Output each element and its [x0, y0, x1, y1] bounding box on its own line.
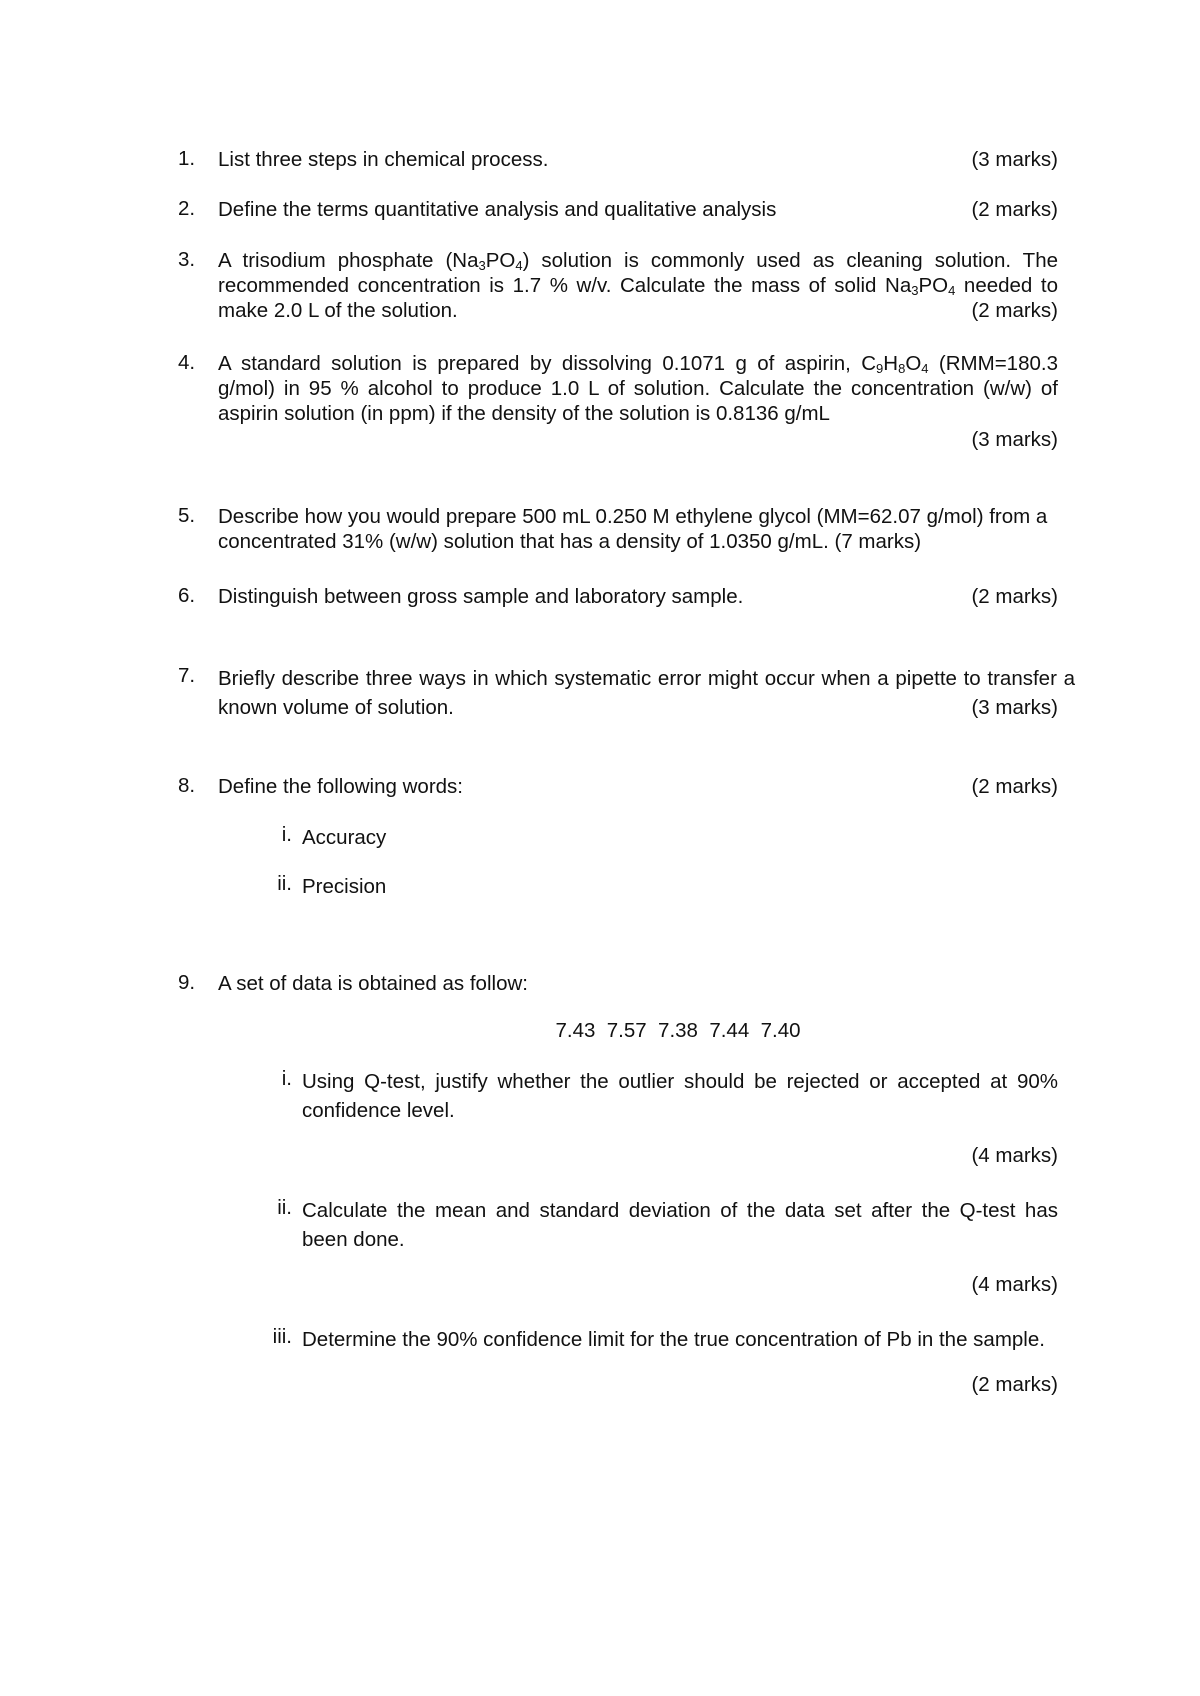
question-number: 4. [178, 351, 196, 374]
subitem-number: ii. [277, 872, 292, 895]
subitem-8-i [228, 823, 1058, 852]
question-text: A trisodium phosphate $(Na_3PO_4)$ solution is commonly used as cleaning solution. The recommended concentration is 1.7 % w/v. Calculate the mass of solid $Na_3PO_4$ needed to make 2.0 L of the solution. (2 marks) [218, 249, 1059, 322]
question-1 [178, 147, 1058, 172]
question-text: List three steps in chemical process. [218, 148, 549, 171]
question-2 [178, 197, 1058, 222]
question-text: Define the following words: [218, 775, 463, 798]
subitem-number: i. [281, 1067, 292, 1090]
question-number: 2. [178, 197, 196, 220]
marks-label: (2 marks) [971, 299, 1058, 322]
marks-label: (2 marks) [971, 198, 1058, 221]
marks-label: (4 marks) [971, 1273, 1058, 1296]
question-7 [178, 664, 1075, 722]
marks-label: (3 marks) [971, 428, 1058, 451]
question-9 [178, 971, 1058, 996]
marks-label: (3 marks) [971, 696, 1058, 719]
subitem-number: iii. [272, 1325, 292, 1348]
question-number: 1. [178, 147, 196, 170]
subitem-text: Using Q-test, justify whether the outlier should be rejected or accepted at 90% confidence level. [302, 1070, 1058, 1122]
subitem-9-i [228, 1067, 1058, 1168]
subitem-number: i. [281, 823, 292, 846]
subitem-8-ii [228, 872, 1058, 901]
subitem-9-ii [228, 1196, 1058, 1297]
question-number: 9. [178, 971, 196, 994]
subitem-text: Calculate the mean and standard deviation of the data set after the Q-test has been done. [302, 1199, 1058, 1251]
question-6 [178, 584, 1058, 609]
question-text: Briefly describe three ways in which systematic error might occur when a pipette to transfer a known volume of solution. (3 marks) [218, 664, 1075, 722]
question-number: 5. [178, 504, 196, 527]
marks-label: (7 marks) [834, 530, 922, 553]
question-4 [178, 351, 1058, 452]
marks-label: (2 marks) [971, 775, 1058, 798]
marks-label: (2 marks) [971, 585, 1058, 608]
question-number: 6. [178, 584, 196, 607]
question-text: A set of data is obtained as follow: [218, 972, 528, 995]
question-5 [178, 504, 1075, 554]
subitem-number: ii. [277, 1196, 292, 1219]
question-number: 3. [178, 248, 196, 271]
question-8 [178, 774, 1058, 799]
subitem-9-iii [228, 1325, 1058, 1397]
subitem-text: Precision [302, 875, 387, 898]
marks-label: (3 marks) [971, 148, 1058, 171]
subitem-text: Determine the 90% confidence limit for the true concentration of Pb in the sample. [302, 1328, 1045, 1351]
question-text: Distinguish between gross sample and laboratory sample. [218, 585, 744, 608]
subitem-text: Accuracy [302, 826, 387, 849]
question-3 [178, 248, 1058, 323]
marks-label: (4 marks) [971, 1144, 1058, 1167]
data-values: 7.43 7.57 7.38 7.44 7.40 [555, 1019, 801, 1042]
question-number: 8. [178, 774, 196, 797]
marks-label: (2 marks) [971, 1373, 1058, 1396]
question-number: 7. [178, 664, 196, 687]
question-text: Describe how you would prepare 500 mL 0.250 M ethylene glycol (MM=62.07 g/mol) from a concentrated 31% (w/w) solution that has a density of 1.0350 g/mL. (7 marks) [218, 505, 1048, 553]
question-text: A standard solution is prepared by dissolving 0.1071 g of aspirin, $C_9H_8O_4$ (RMM=180.3 g/mol) in 95 % alcohol to produce 1.0 L of solution. Calculate the concentration (w/w) of aspirin solution (in ppm) if the density of the solution is 0.8136 g/mL [218, 352, 1058, 425]
question-text: Define the terms quantitative analysis and qualitative analysis [218, 198, 777, 221]
